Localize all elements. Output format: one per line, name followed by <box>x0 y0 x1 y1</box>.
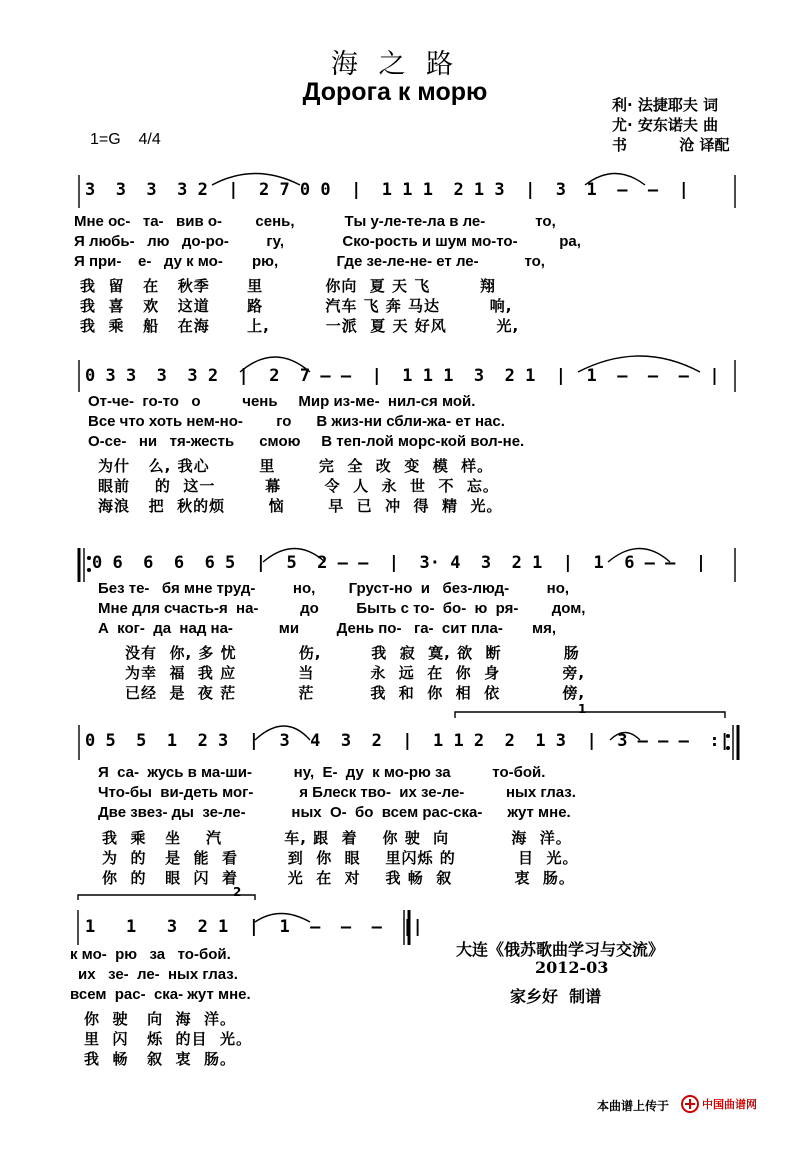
logo-icon <box>680 1094 700 1114</box>
lyric-ru-4-3: Две звез- ды зе-ле- ных О- бо всем рас-ска- жут мне. <box>98 804 571 821</box>
lyric-cn-3-3: 已经 是 夜 茫 茫 我 和 你 相 依 傍, <box>125 684 586 702</box>
lyric-ru-3-1: Без те- бя мне труд- но, Груст-но и без-люд- но, <box>98 580 570 597</box>
site-logo[interactable] <box>680 1093 780 1115</box>
lyric-cn-1-3: 我 乘 船 在海 上, 一派 夏 天 好风 光, <box>80 317 520 335</box>
notation-line-4: 0 5 5 1 2 3 | 3 4 3 2 | 1 1 2 2 1 3 | 3 – – – :| <box>85 731 730 751</box>
footer-maker: 家乡好 制谱 <box>510 987 602 1006</box>
upload-notice: 本曲谱上传于 <box>597 1099 670 1113</box>
lyric-cn-4-3: 你 的 眼 闪 着 光 在 对 我 畅 叙 衷 肠。 <box>102 869 575 887</box>
title-russian: Дорога к морю <box>302 78 488 106</box>
lyric-cn-2-2: 眼前 的 这一 幕 令 人 永 世 不 忘。 <box>98 477 499 495</box>
lyric-ru-3-3: А ког- да над на- ми День по- га- сит пла- мя, <box>98 620 557 637</box>
title-chinese: 海 之 路 <box>330 49 460 80</box>
footer-source: 大连《俄苏歌曲学习与交流》 <box>456 940 665 959</box>
lyric-ru-ending-1: к мо- рю за то-бой. <box>70 946 231 963</box>
lyric-ru-3-2: Мне для счасть-я на- до Быть с то- бо- ю ря- дом, <box>98 600 586 617</box>
lyric-cn-1-2: 我 喜 欢 这道 路 汽车 飞 奔 马达 响, <box>80 297 513 315</box>
lyric-cn-ending-3: 我 畅 叙 衷 肠。 <box>84 1050 237 1068</box>
lyric-ru-ending-3: всем рас- ска- жут мне. <box>70 986 251 1003</box>
notation-line-1: 3 3 3 3 2 | 2 7 0 0 | 1 1 1 2 1 3 | 3 1 – – | <box>85 180 689 200</box>
lyric-cn-ending-2: 里 闪 烁 的目 光。 <box>84 1030 253 1048</box>
volta-2-label: 2 <box>233 885 242 899</box>
lyric-cn-3-2: 为幸 福 我 应 当 永 远 在 你 身 旁, <box>125 664 586 682</box>
lyric-ru-1-1: Мне ос- та- вив о- сень, Ты у-ле-те-ла в ле- то, <box>74 213 556 230</box>
logo-text: 中国曲谱网 <box>702 1098 757 1111</box>
lyric-ru-1-3: Я при- е- ду к мо- рю, Где зе-ле-не- ет ле- то, <box>74 253 545 270</box>
credit-composer: 尤· 安东诺夫 曲 <box>612 116 719 134</box>
lyric-cn-4-2: 为 的 是 能 看 到 你 眼 里闪烁 的 目 光。 <box>102 849 579 867</box>
lyric-ru-4-2: Что-бы ви-деть мог- я Блеск тво- их зе-ле- ных глаз. <box>98 784 576 801</box>
lyric-cn-ending-1: 你 驶 向 海 洋。 <box>84 1010 237 1028</box>
volta-1-label: 1 <box>578 702 587 716</box>
notation-line-3: 0 6 6 6 6 5 | 5 2 – – | 3· 4 3 2 1 | 1 6 – – | <box>92 553 707 573</box>
lyric-cn-1-1: 我 留 在 秋季 里 你向 夏 天 飞 翔 <box>80 277 496 295</box>
lyric-cn-2-3: 海浪 把 秋的烦 恼 早 已 冲 得 精 光。 <box>98 497 503 515</box>
notation-line-2: 0 3 3 3 3 2 | 2 7 – – | 1 1 1 3 2 1 | 1 – – – | <box>85 366 720 386</box>
lyric-ru-2-3: О-се- ни тя-жесть смою В теп-лой морс-кой вол-не. <box>88 433 525 450</box>
lyric-ru-ending-2: их зе- ле- ных глаз. <box>78 966 238 983</box>
credit-lyricist: 利· 法捷耶夫 词 <box>612 96 719 114</box>
credit-translator: 书 沧 译配 <box>612 136 730 154</box>
notation-ending: 1 1 3 2 1 | 1 – – – || <box>85 917 423 937</box>
lyric-ru-2-2: Все что хоть нем-но- го В жиз-ни сбли-жа- ет нас. <box>88 413 505 430</box>
footer-date: 2012-03 <box>535 958 609 977</box>
lyric-ru-1-2: Я любь- лю до-ро- гу, Ско-рость и шум мо-то- ра, <box>74 233 581 250</box>
lyric-cn-4-1: 我 乘 坐 汽 车, 跟 着 你 驶 向 海 洋。 <box>102 829 572 847</box>
lyric-ru-4-1: Я са- жусь в ма-ши- ну, Е- ду к мо-рю за то-бой. <box>98 764 546 781</box>
lyric-ru-2-1: От-че- го-то о чень Мир из-ме- нил-ся мой. <box>88 393 476 410</box>
lyric-cn-3-1: 没有 你, 多 忧 伤, 我 寂 寞, 欲 断 肠 <box>125 644 580 662</box>
lyric-cn-2-1: 为什 么, 我心 里 完 全 改 变 模 样。 <box>98 457 494 475</box>
key-signature: 1=G 4/4 <box>90 131 161 148</box>
